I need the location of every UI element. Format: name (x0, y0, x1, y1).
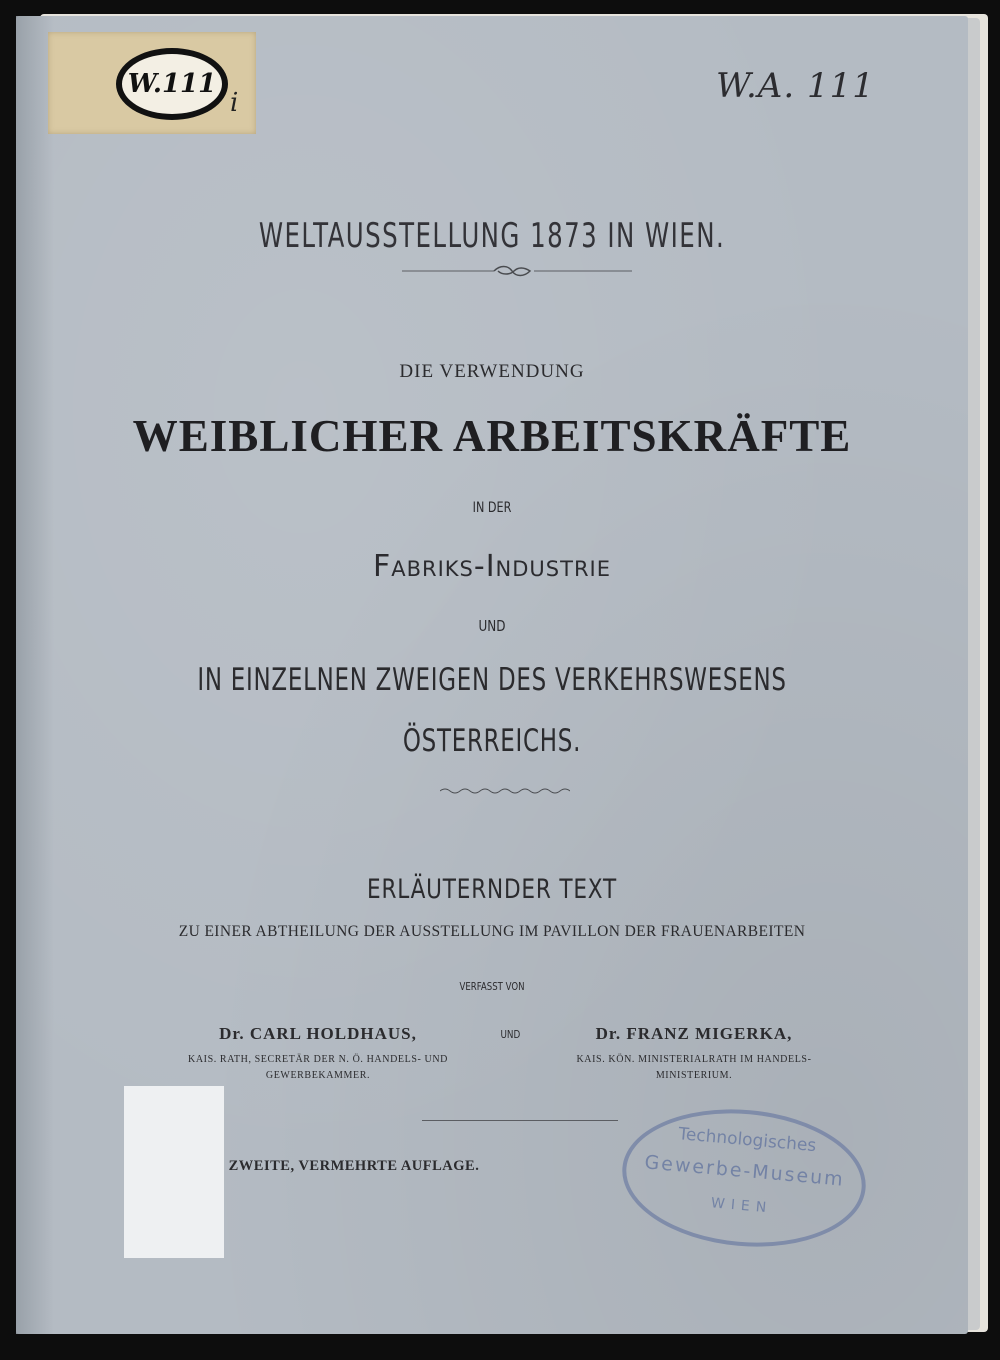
title-line-verkehrswesen: IN EINZELNEN ZWEIGEN DES VERKEHRSWESENS (197, 662, 787, 698)
shelfmark-suffix: i (230, 88, 239, 118)
title-line-fabriks-industrie: Fabriks-Industrie (372, 549, 612, 584)
spine-wear (16, 16, 54, 1334)
authors-und: UND (500, 1028, 521, 1041)
divider-ornament-wave (440, 786, 570, 796)
stamp-line-1: Technologisches (677, 1124, 818, 1157)
book-cover (16, 16, 968, 1334)
edition-note: ZWEITE, VERMEHRTE AUFLAGE. (228, 1158, 480, 1174)
subtitle: ERLÄUTERNDER TEXT (367, 874, 617, 905)
stamp-line-3: WIEN (710, 1195, 773, 1217)
verfasst-von: VERFASST VON (459, 980, 525, 993)
museum-stamp (617, 1100, 872, 1257)
author-migerka (544, 1024, 844, 1084)
subtitle-line-2: ZU EINER ABTHEILUNG DER AUSSTELLUNG IM PAVILLON DER FRAUENARBEITEN (178, 923, 806, 940)
main-title: WEIBLICHER ARBEITSKRÄFTE (132, 410, 852, 461)
divider-line-bottom (422, 1120, 618, 1121)
divider-ornament-top (402, 264, 632, 278)
title-line-oesterreichs: ÖSTERREICHS. (402, 723, 582, 759)
title-line-und: UND (478, 617, 506, 635)
shelfmark-oval (116, 48, 228, 120)
author-description-line: KAIS. RATH, SECRETÄR DER N. Ö. HANDELS- UND (188, 1054, 448, 1065)
author-description (544, 1052, 844, 1084)
exhibition-title: WELTAUSSTELLUNG 1873 IN WIEN. (258, 216, 726, 256)
author-description (148, 1052, 488, 1084)
author-name: Dr. FRANZ MIGERKA, (595, 1024, 793, 1043)
author-holdhaus (148, 1024, 488, 1084)
author-description-line: MINISTERIUM. (655, 1070, 733, 1081)
author-description-line: GEWERBEKAMMER. (265, 1070, 371, 1081)
title-line-verwendung: DIE VERWENDUNG (399, 361, 585, 382)
title-line-in-der: IN DER (472, 500, 512, 516)
author-name: Dr. CARL HOLDHAUS, (219, 1024, 417, 1043)
author-description-line: KAIS. KÖN. MINISTERIALRATH IM HANDELS- (576, 1054, 812, 1065)
shelfmark-label (48, 32, 256, 134)
stamp-line-2: Gewerbe-Museum (643, 1151, 846, 1191)
handwritten-reference: W.A. 111 (716, 66, 875, 106)
shelfmark-text: W.111 (127, 69, 217, 99)
